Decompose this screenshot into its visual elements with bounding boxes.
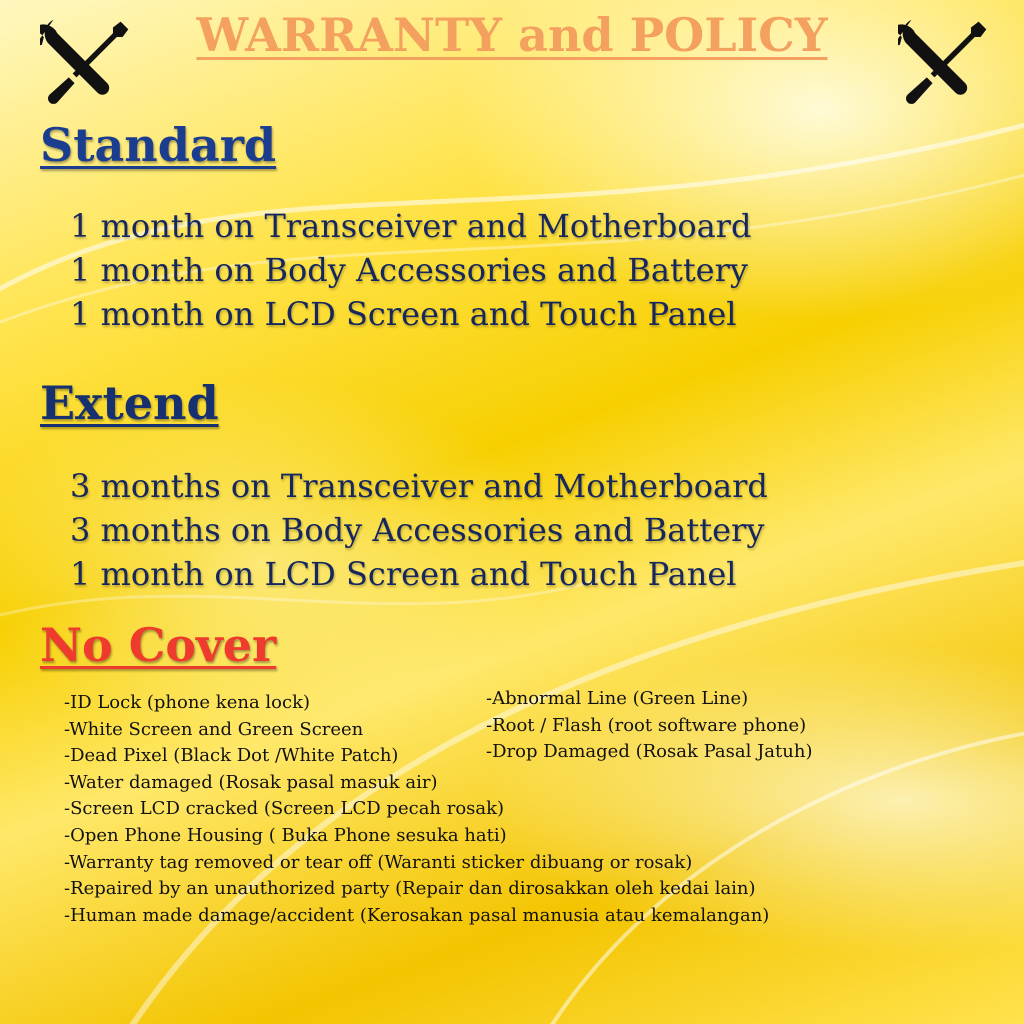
list-item: -Water damaged (Rosak pasal masuk air) <box>64 771 438 793</box>
list-item: -Warranty tag removed or tear off (Waranti sticker dibuang or rosak) <box>64 851 693 873</box>
page-title: WARRANTY and POLICY <box>196 8 828 62</box>
no-cover-list-right <box>486 686 812 766</box>
list-item: -White Screen and Green Screen <box>64 718 364 740</box>
list-item: -ID Lock (phone kena lock) <box>64 692 310 713</box>
list-item: 3 months on Transceiver and Motherboard <box>70 467 768 505</box>
no-cover-heading: No Cover <box>40 618 277 672</box>
list-item: 1 month on LCD Screen and Touch Panel <box>70 555 737 593</box>
list-item: -Screen LCD cracked (Screen LCD pecah rosak) <box>64 798 505 820</box>
list-item: -Root / Flash (root software phone) <box>486 714 807 736</box>
list-item: -Drop Damaged (Rosak Pasal Jatuh) <box>486 741 813 763</box>
standard-heading: Standard <box>40 118 277 172</box>
list-item: 1 month on LCD Screen and Touch Panel <box>70 295 737 333</box>
extend-heading: Extend <box>40 376 219 430</box>
list-item: 1 month on Transceiver and Motherboard <box>70 207 752 245</box>
list-item: -Human made damage/accident (Kerosakan pasal manusia atau kemalangan) <box>64 904 770 926</box>
standard-list <box>70 204 751 336</box>
list-item: -Repaired by an unauthorized party (Repair dan dirosakkan oleh kedai lain) <box>64 878 756 900</box>
list-item: 3 months on Body Accessories and Battery <box>70 511 765 549</box>
list-item: 1 month on Body Accessories and Battery <box>70 251 748 289</box>
extend-list <box>70 464 768 596</box>
list-item: -Dead Pixel (Black Dot /White Patch) <box>64 745 399 767</box>
list-item: -Open Phone Housing ( Buka Phone sesuka hati) <box>64 824 507 846</box>
list-item: -Abnormal Line (Green Line) <box>486 688 749 709</box>
